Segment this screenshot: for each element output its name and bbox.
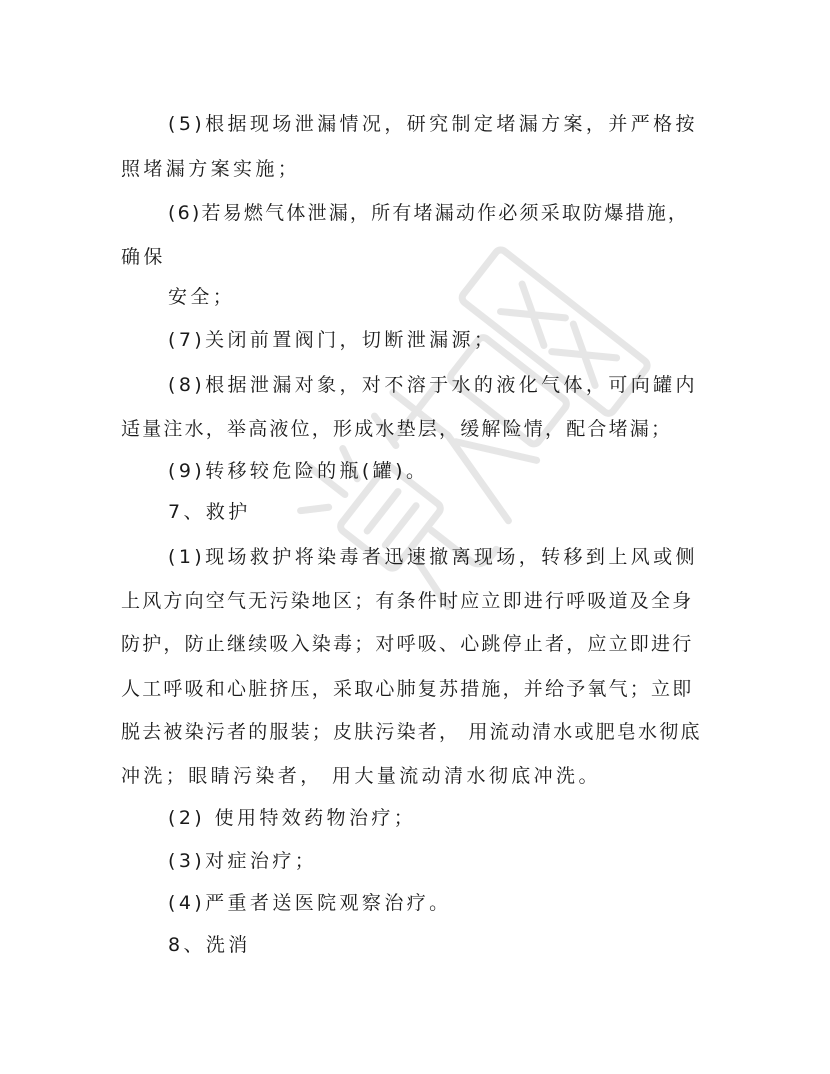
text-line: (8)根据泄漏对象，对不溶于水的液化气体，可向罐内 [168,374,698,396]
text-line: (3)对症治疗； [168,850,318,872]
text-line: 人工呼吸和心脏挤压，采取心肺复苏措施，并给予氧气；立即 [121,678,694,700]
text-line: 照堵漏方案实施； [121,158,301,180]
text-line: 确保 [121,246,166,268]
text-line: 上风方向空气无污染地区；有条件时应立即进行呼吸道及全身 [121,590,694,612]
text-line: (5)根据现场泄漏情况，研究制定堵漏方案，并严格按 [168,113,698,135]
text-line: (7)关闭前置阀门，切断泄漏源； [168,329,497,351]
text-line: 安全； [168,286,236,308]
text-line: (2) 使用特效药物治疗； [168,807,417,829]
text-line: (1)现场救护将染毒者迅速撤离现场，转移到上风或侧 [168,546,698,568]
text-line: (6)若易燃气体泄漏，所有堵漏动作必须采取防爆措施， [168,202,690,224]
text-line: 防护，防止继续吸入染毒；对呼吸、心跳停止者，应立即进行 [121,633,694,655]
text-line: 脱去被染污者的服装；皮肤污染者， 用流动清水或肥皂水彻底 [121,721,702,743]
section-heading: 8、洗消 [168,934,251,956]
text-line: 适量注水，举高液位，形成水垫层，缓解险情，配合堵漏； [121,418,673,440]
text-line: 冲洗；眼睛污染者， 用大量流动清水彻底冲洗。 [121,765,601,787]
text-line: (4)严重者送医院观察治疗。 [168,892,452,914]
section-heading: 7、救护 [168,501,251,523]
text-line: (9)转移较危险的瓶(罐)。 [168,460,429,482]
